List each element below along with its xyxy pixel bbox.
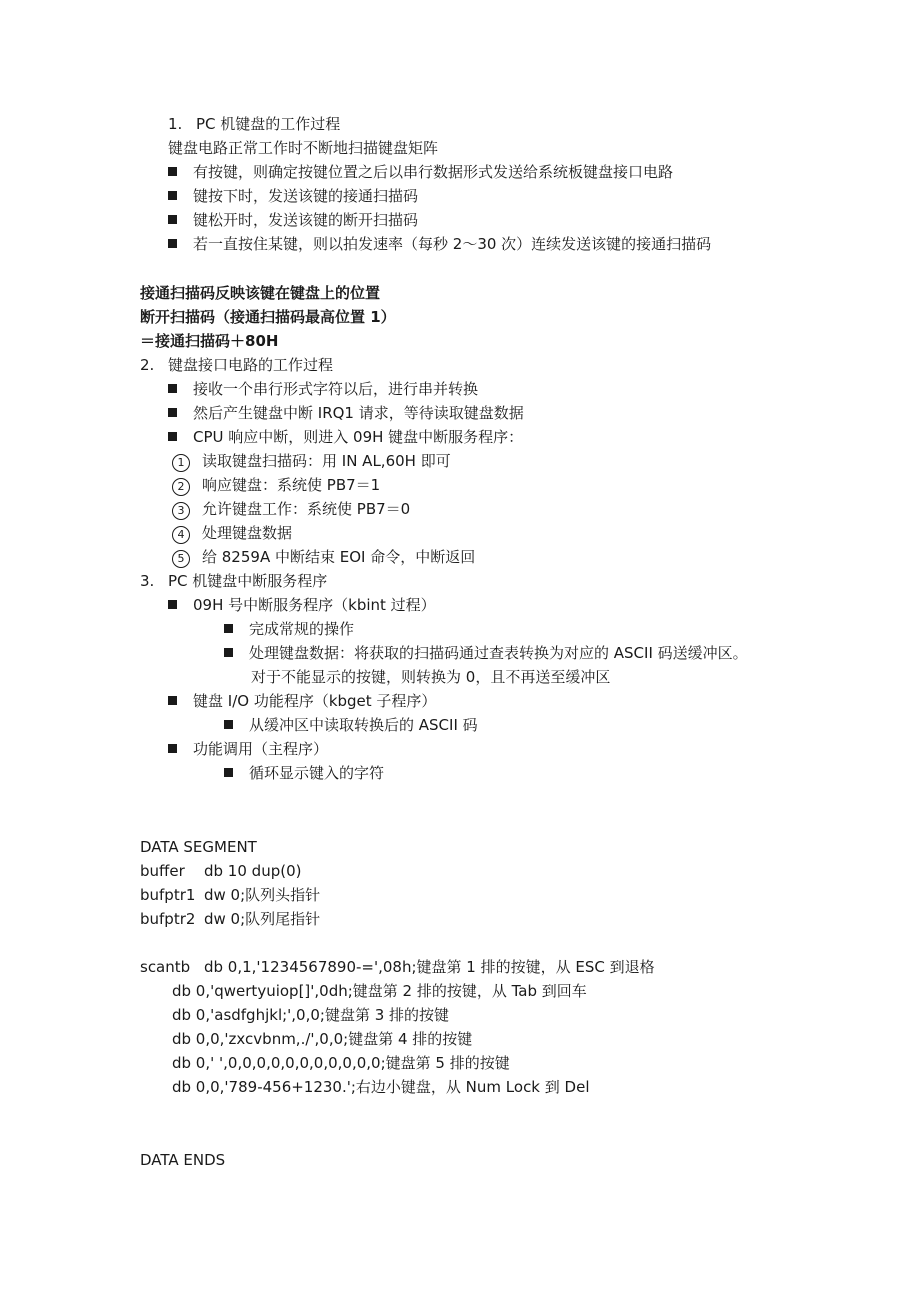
square-bullet-icon <box>168 191 177 200</box>
step-4: 4 处理键盘数据 <box>172 523 292 544</box>
step-5: 5 给 8259A 中断结束 EOI 命令，中断返回 <box>172 547 475 568</box>
square-bullet-icon <box>224 648 233 657</box>
section3-title: PC 机键盘中断服务程序 <box>168 572 328 590</box>
section3-item-1-continuation: 对于不能显示的按键，则转换为 0，且不再送至缓冲区 <box>251 668 611 686</box>
section3-item-1-sub-2: 处理键盘数据：将获取的扫描码通过查表转换为对应的 ASCII 码送缓冲区。 <box>224 643 748 663</box>
code-scantb-line-4: db 0,0,'zxcvbnm,./',0,0;键盘第 4 排的按键 <box>172 1030 473 1048</box>
section3-item-3: 功能调用（主程序） <box>168 739 328 759</box>
code-scantb-line-1: scantb db 0,1,'1234567890-=',08h;键盘第 1 排的按键，从 ESC 到退格 <box>140 958 655 976</box>
bold-note-3: ＝接通扫描码＋80H <box>140 332 279 350</box>
section2-heading <box>140 355 333 375</box>
section3-item-1-sub-1: 完成常规的操作 <box>224 619 354 639</box>
circled-number-icon: 5 <box>172 550 190 568</box>
section2-bullet-2: 然后产生键盘中断 IRQ1 请求，等待读取键盘数据 <box>168 403 524 423</box>
section2-bullet-3: CPU 响应中断，则进入 09H 键盘中断服务程序： <box>168 427 523 447</box>
code-var-bufptr1: bufptr1 dw 0;队列头指针 <box>140 886 321 904</box>
circled-number-icon: 4 <box>172 526 190 544</box>
circled-number-icon: 2 <box>172 478 190 496</box>
circled-number-icon: 1 <box>172 454 190 472</box>
step-1: 1 读取键盘扫描码：用 IN AL,60H 即可 <box>172 451 451 472</box>
code-segment-end: DATA ENDS <box>140 1151 226 1169</box>
code-scantb-line-3: db 0,'asdfghjkl;',0,0;键盘第 3 排的按键 <box>172 1006 450 1024</box>
section2-number: 2. <box>140 356 155 374</box>
section1-bullet-3: 键松开时，发送该键的断开扫描码 <box>168 210 418 230</box>
section1-bullet-2: 键按下时，发送该键的接通扫描码 <box>168 186 418 206</box>
square-bullet-icon <box>168 432 177 441</box>
step-2: 2 响应键盘：系统使 PB7＝1 <box>172 475 380 496</box>
bold-note-1: 接通扫描码反映该键在键盘上的位置 <box>140 284 381 302</box>
square-bullet-icon <box>168 408 177 417</box>
square-bullet-icon <box>224 768 233 777</box>
square-bullet-icon <box>224 624 233 633</box>
bold-note-2: 断开扫描码（接通扫描码最高位置 1） <box>140 308 396 326</box>
code-var-bufptr2: bufptr2 dw 0;队列尾指针 <box>140 910 321 928</box>
section1-heading <box>168 114 340 134</box>
section3-item-2: 键盘 I/O 功能程序（kbget 子程序） <box>168 691 436 711</box>
section3-item-3-sub-1: 循环显示键入的字符 <box>224 763 384 783</box>
square-bullet-icon <box>168 215 177 224</box>
code-var-buffer: buffer db 10 dup(0) <box>140 862 302 880</box>
section2-bullet-1: 接收一个串行形式字符以后，进行串并转换 <box>168 379 478 399</box>
section2-title: 键盘接口电路的工作过程 <box>168 356 334 374</box>
square-bullet-icon <box>168 384 177 393</box>
section1-bullet-4: 若一直按住某键，则以拍发速率（每秒 2～30 次）连续发送该键的接通扫描码 <box>168 234 711 254</box>
square-bullet-icon <box>168 600 177 609</box>
section1-intro: 键盘电路正常工作时不断地扫描键盘矩阵 <box>168 139 439 157</box>
section1-number: 1. <box>168 115 183 133</box>
section3-item-1: 09H 号中断服务程序（kbint 过程） <box>168 595 436 615</box>
section3-number: 3. <box>140 572 155 590</box>
square-bullet-icon <box>168 167 177 176</box>
square-bullet-icon <box>168 239 177 248</box>
step-3: 3 允许键盘工作：系统使 PB7＝0 <box>172 499 410 520</box>
code-scantb-line-2: db 0,'qwertyuiop[]',0dh;键盘第 2 排的按键，从 Tab 到回车 <box>172 982 587 1000</box>
code-scantb-line-6: db 0,0,'789-456+1230.';右边小键盘，从 Num Lock 到 Del <box>172 1078 590 1096</box>
section3-heading <box>140 571 327 591</box>
square-bullet-icon <box>168 744 177 753</box>
section1-title: PC 机键盘的工作过程 <box>196 115 341 133</box>
section3-item-2-sub-1: 从缓冲区中读取转换后的 ASCII 码 <box>224 715 478 735</box>
code-segment-start: DATA SEGMENT <box>140 838 257 856</box>
square-bullet-icon <box>224 720 233 729</box>
code-scantb-line-5: db 0,' ',0,0,0,0,0,0,0,0,0,0,0;键盘第 5 排的按键 <box>172 1054 510 1072</box>
square-bullet-icon <box>168 696 177 705</box>
circled-number-icon: 3 <box>172 502 190 520</box>
section1-bullet-1: 有按键，则确定按键位置之后以串行数据形式发送给系统板键盘接口电路 <box>168 162 673 182</box>
